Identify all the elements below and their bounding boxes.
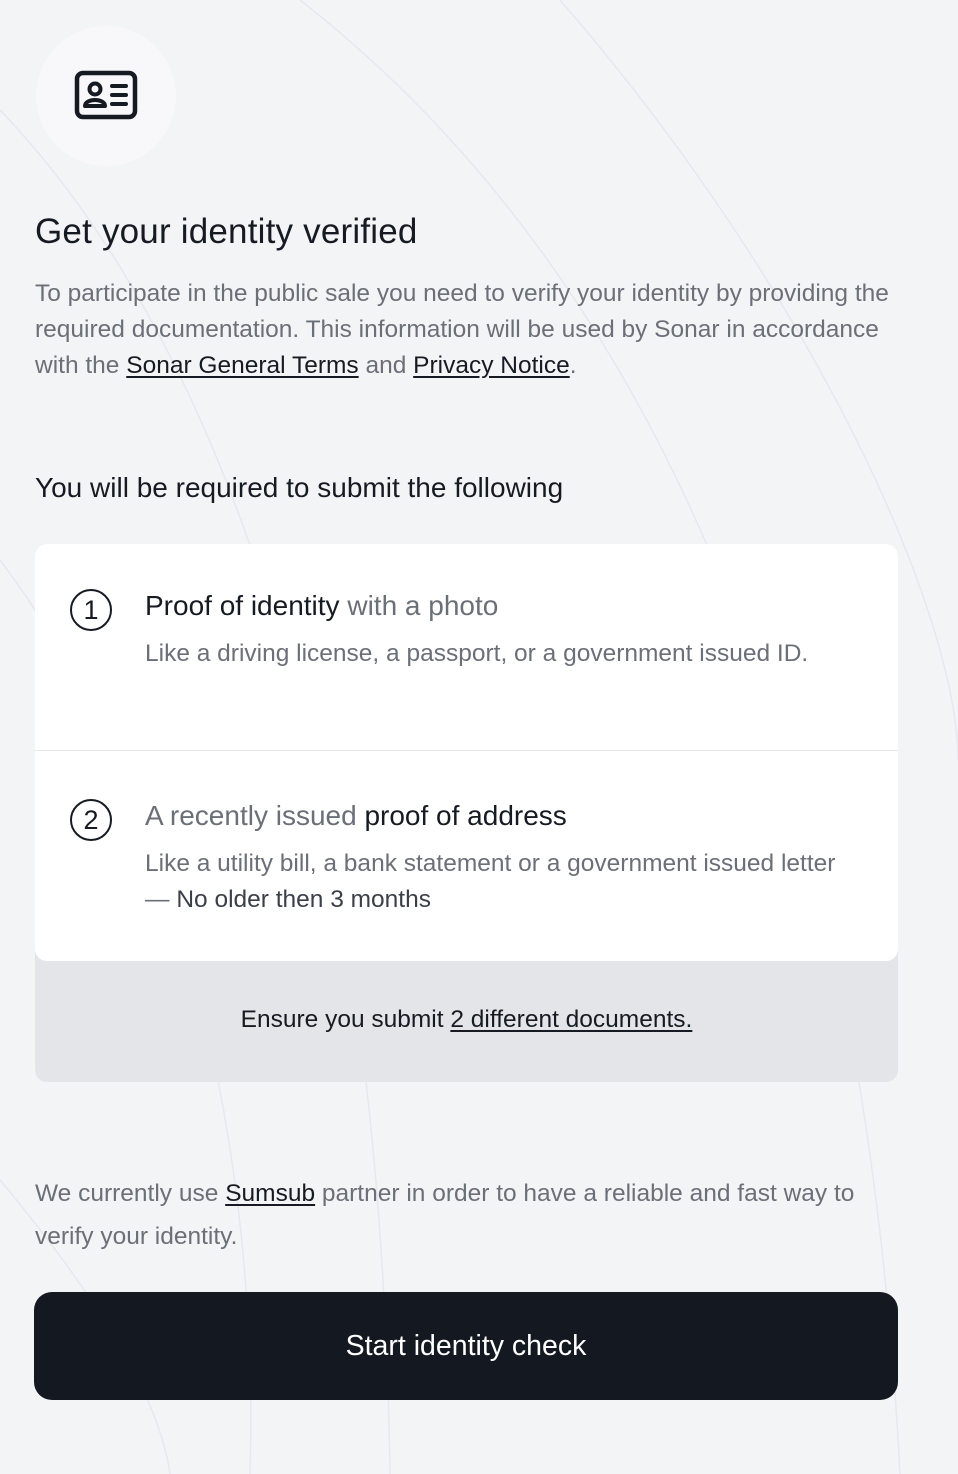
provider-note-text: We currently use bbox=[35, 1180, 226, 1207]
requirement-description-text: Like a utility bill, a bank statement or a government issued letter — bbox=[145, 850, 836, 913]
intro-text bbox=[35, 276, 915, 384]
requirement-title-muted: with a photo bbox=[339, 590, 499, 621]
step-number-badge: 2 bbox=[70, 799, 112, 841]
sumsub-link[interactable]: Sumsub bbox=[225, 1180, 316, 1207]
start-identity-check-button[interactable]: Start identity check bbox=[34, 1292, 898, 1400]
intro-text-part: . bbox=[569, 352, 577, 379]
requirement-title-strong: proof of address bbox=[364, 800, 567, 831]
documents-note-text: Ensure you submit bbox=[240, 1006, 451, 1033]
two-different-documents-link[interactable]: 2 different documents. bbox=[450, 1006, 693, 1033]
requirement-item-proof-of-identity bbox=[35, 544, 898, 751]
requirement-title-muted: A recently issued bbox=[145, 800, 365, 831]
provider-note-text: partner in order to have a reliable and fast way to verify your identity. bbox=[35, 1180, 855, 1250]
requirement-title-strong: Proof of identity bbox=[145, 590, 340, 621]
provider-note bbox=[35, 1172, 895, 1258]
requirements-list bbox=[35, 544, 898, 961]
page-title: Get your identity verified bbox=[35, 212, 418, 251]
intro-text-part: To participate in the public sale you need to verify your identity by providing the required documentation. This information will be used by Sonar in accordance with the bbox=[35, 280, 889, 379]
requirement-description-emphasis: No older then 3 months bbox=[176, 886, 431, 913]
requirement-item-proof-of-address bbox=[35, 752, 898, 961]
requirement-description: Like a driving license, a passport, or a government issued ID. bbox=[145, 640, 809, 667]
requirements-heading: You will be required to submit the following bbox=[35, 472, 564, 503]
id-card-icon bbox=[74, 70, 138, 122]
intro-text-part: and bbox=[358, 352, 414, 379]
requirement-title bbox=[145, 590, 498, 622]
id-card-icon-badge bbox=[36, 26, 176, 166]
privacy-notice-link[interactable]: Privacy Notice bbox=[413, 352, 570, 379]
documents-note bbox=[35, 1006, 898, 1034]
requirement-title bbox=[145, 800, 567, 832]
step-number-badge: 1 bbox=[70, 589, 112, 631]
sonar-general-terms-link[interactable]: Sonar General Terms bbox=[126, 352, 359, 379]
requirement-description bbox=[145, 846, 865, 918]
requirements-card bbox=[35, 544, 898, 1082]
